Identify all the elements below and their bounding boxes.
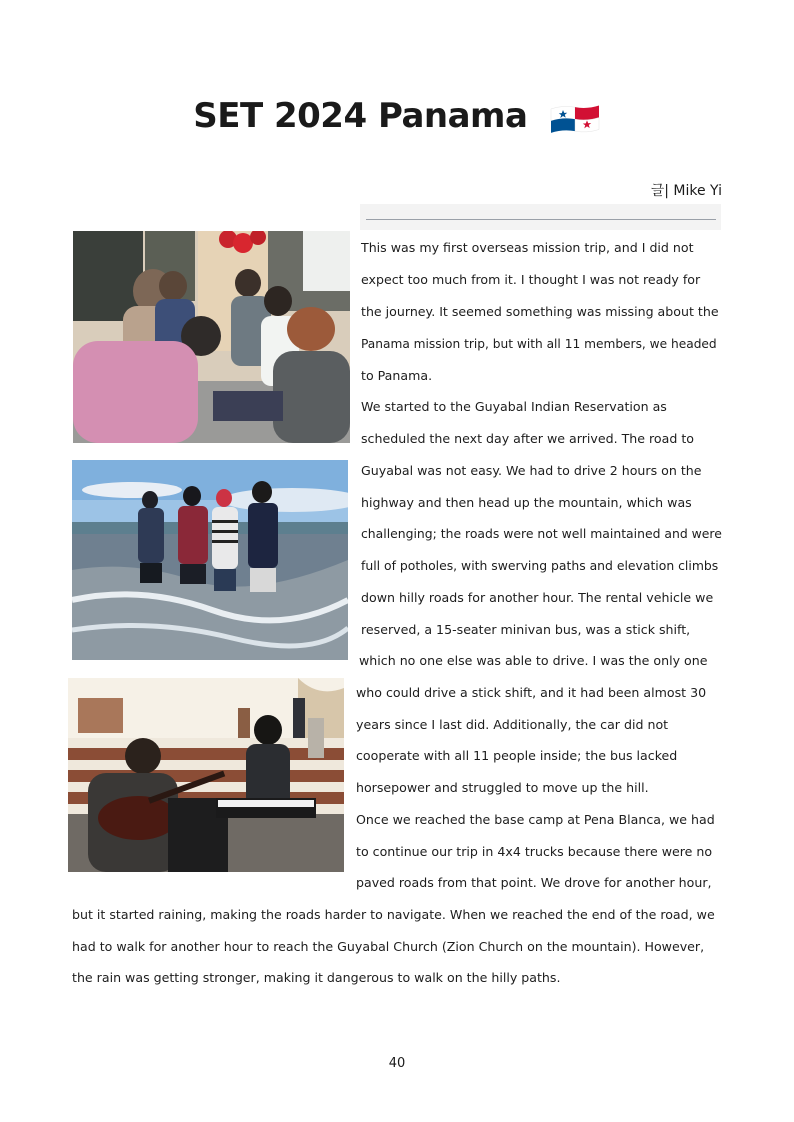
photo-beach-group	[72, 460, 348, 660]
photo-church-music	[68, 678, 344, 872]
body-line: who could drive a stick shift, and it had been almost 30	[356, 685, 707, 700]
page-title	[0, 96, 794, 136]
body-line: years since I last did. Additionally, the car did not	[356, 717, 669, 732]
body-line: to continue our trip in 4x4 trucks because there were no	[356, 844, 713, 859]
body-line: This was my first overseas mission trip, and I did not	[361, 240, 694, 255]
body-line: to Panama.	[361, 368, 433, 383]
photo-prayer-group	[73, 231, 350, 443]
group-prayer-photo	[73, 231, 350, 443]
panama-flag-icon	[549, 102, 601, 134]
body-line: the rain was getting stronger, making it dangerous to walk on the hilly paths.	[72, 970, 561, 985]
body-line: the journey. It seemed something was missing about the	[361, 304, 719, 319]
body-line: Once we reached the base camp at Pena Blanca, we had	[356, 812, 715, 827]
body-line: paved roads from that point. We drove for another hour,	[356, 875, 712, 890]
church-music-photo	[68, 678, 344, 872]
page-number: 40	[388, 1056, 406, 1071]
body-line: full of potholes, with swerving paths and elevation climbs	[361, 558, 719, 573]
body-line: reserved, a 15-seater minivan bus, was a stick shift,	[361, 622, 691, 637]
byline-panel	[360, 204, 721, 230]
body-line: scheduled the next day after we arrived. The road to	[361, 431, 694, 446]
byline-rule	[366, 219, 716, 220]
body-line: had to walk for another hour to reach the Guyabal Church (Zion Church on the mountain). However,	[72, 939, 705, 954]
beach-group-photo	[72, 460, 348, 660]
body-line: cooperate with all 11 people inside; the bus lacked	[356, 748, 678, 763]
body-line: Panama mission trip, but with all 11 members, we headed	[361, 337, 717, 351]
author-byline: 글| Mike Yi	[650, 183, 722, 199]
body-line: highway and then head up the mountain, which was	[361, 495, 692, 510]
body-line: We started to the Guyabal Indian Reservation as	[361, 399, 667, 414]
body-line: which no one else was able to drive. I was the only one	[359, 653, 708, 668]
body-line: Guyabal was not easy. We had to drive 2 hours on the	[361, 463, 702, 478]
body-line: expect too much from it. I thought I was not ready for	[361, 272, 701, 287]
body-line: but it started raining, making the roads harder to navigate. When we reached the end of the road, we	[72, 907, 715, 922]
body-line: horsepower and struggled to move up the hill.	[356, 780, 649, 795]
body-line: down hilly roads for another hour. The rental vehicle we	[361, 590, 714, 605]
body-line: challenging; the roads were not well maintained and were	[361, 526, 722, 541]
title-text: SET 2024 Panama	[193, 96, 528, 136]
